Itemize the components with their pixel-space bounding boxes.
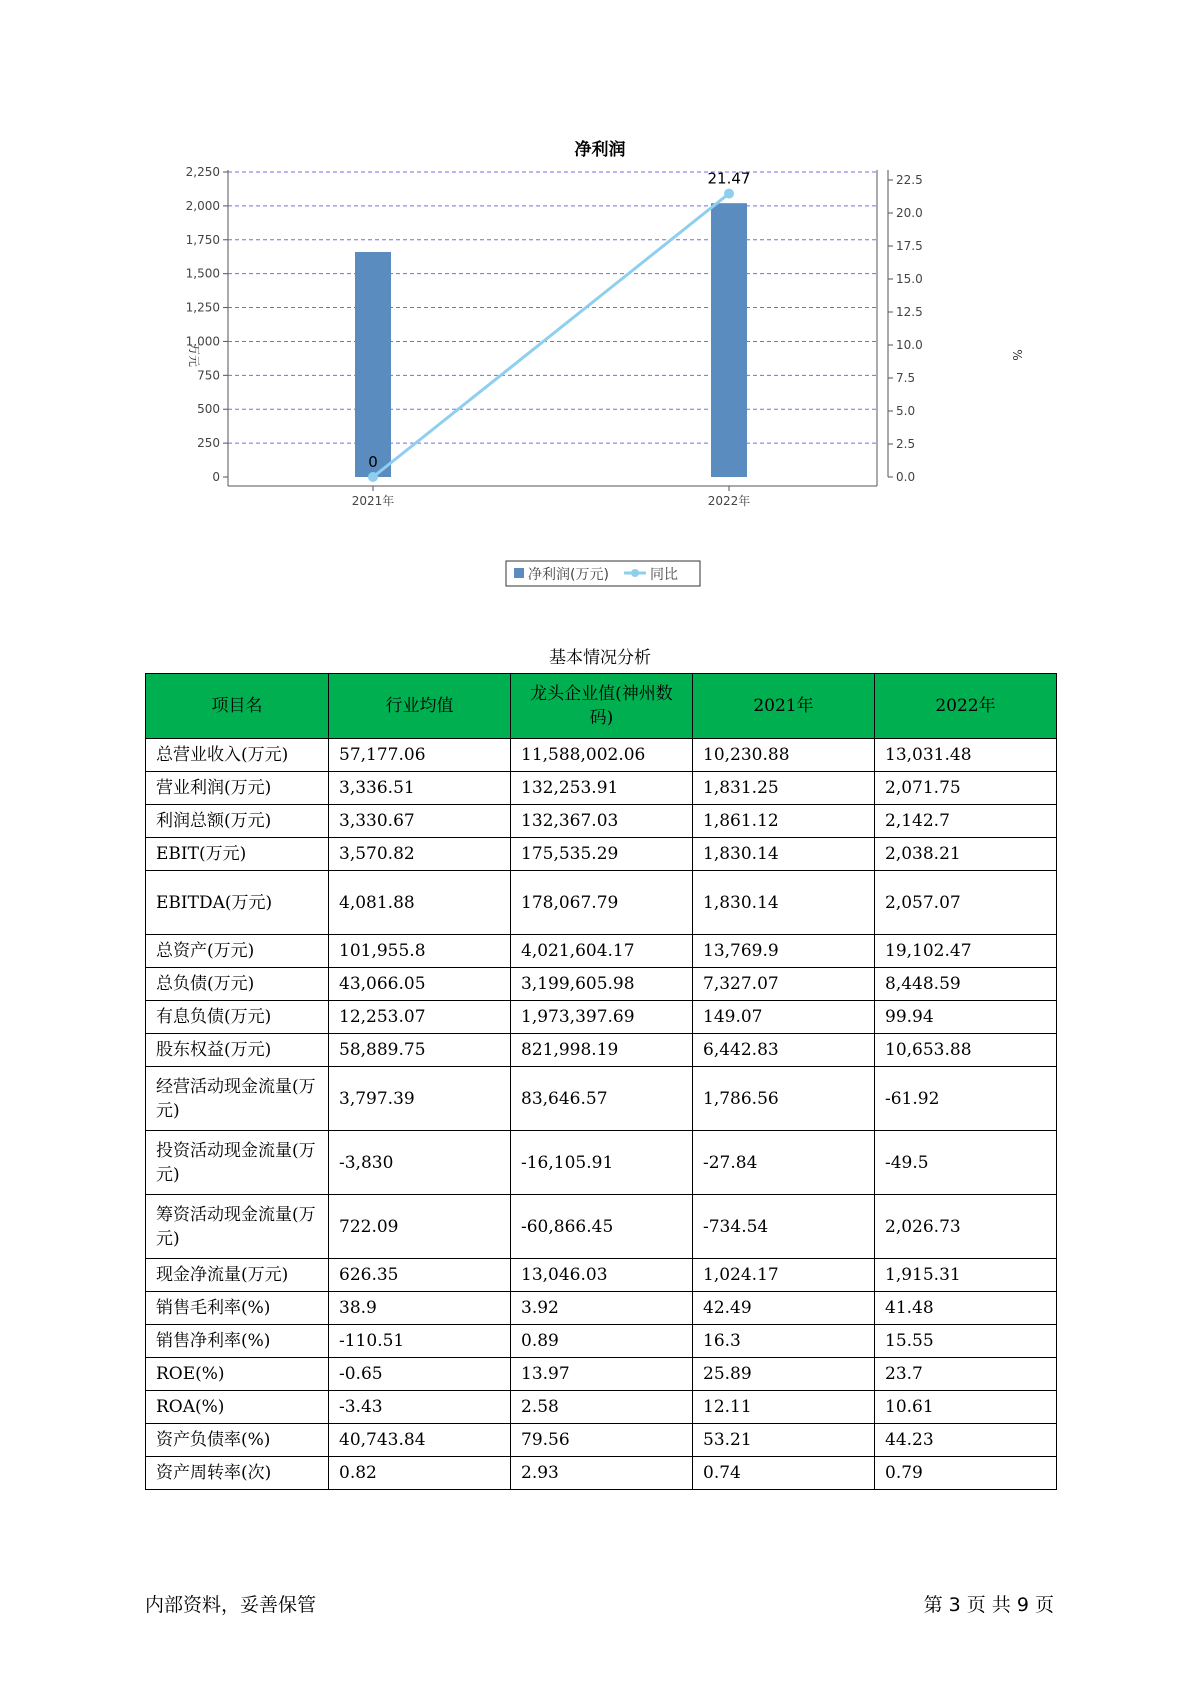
table-cell: 11,588,002.06: [511, 739, 693, 772]
table-cell: 3,336.51: [329, 772, 511, 805]
table-row: [146, 739, 1057, 772]
table-cell: 4,021,604.17: [511, 935, 693, 968]
row-label: 总资产(万元): [146, 935, 329, 968]
table-row: [146, 805, 1057, 838]
y2-axis-label: %: [1010, 349, 1024, 361]
y-axis-label: 万元: [187, 342, 201, 368]
table-cell: 1,861.12: [693, 805, 875, 838]
y2-tick-label: 17.5: [896, 239, 923, 253]
table-cell: -3.43: [329, 1391, 511, 1424]
table-cell: 3,570.82: [329, 838, 511, 871]
chart-title: 净利润: [574, 140, 626, 160]
footer-page-number: 第 3 页 共 9 页: [923, 1594, 1054, 1616]
table-cell: 0.79: [875, 1457, 1057, 1490]
bar-series: [355, 203, 747, 477]
table-cell: 57,177.06: [329, 739, 511, 772]
table-cell: 8,448.59: [875, 968, 1057, 1001]
table-cell: 1,786.56: [693, 1067, 875, 1131]
table-row: [146, 1067, 1057, 1131]
row-label: 投资活动现金流量(万元): [146, 1131, 329, 1195]
bar: [355, 252, 391, 477]
table-cell: 12.11: [693, 1391, 875, 1424]
table-cell: -110.51: [329, 1325, 511, 1358]
table-cell: 1,915.31: [875, 1259, 1057, 1292]
table-cell: 0.82: [329, 1457, 511, 1490]
table-cell: 2.93: [511, 1457, 693, 1490]
table-cell: 40,743.84: [329, 1424, 511, 1457]
table-cell: 6,442.83: [693, 1034, 875, 1067]
table-cell: 23.7: [875, 1358, 1057, 1391]
table-cell: 3.92: [511, 1292, 693, 1325]
y2-tick-label: 12.5: [896, 305, 923, 319]
table-cell: 2,142.7: [875, 805, 1057, 838]
table-cell: 1,831.25: [693, 772, 875, 805]
y2-tick-label: 5.0: [896, 404, 916, 418]
table-cell: 42.49: [693, 1292, 875, 1325]
table-cell: -60,866.45: [511, 1195, 693, 1259]
yoy-data-label: 0: [368, 453, 378, 471]
table-cell: 10,230.88: [693, 739, 875, 772]
table-cell: 13,031.48: [875, 739, 1057, 772]
chart-legend: [506, 561, 700, 586]
y-tick-label: 250: [197, 436, 220, 451]
table-row: [146, 1131, 1057, 1195]
row-label: 销售毛利率(%): [146, 1292, 329, 1325]
table-cell: 38.9: [329, 1292, 511, 1325]
table-cell: 53.21: [693, 1424, 875, 1457]
column-header: 2022年: [875, 674, 1057, 739]
row-label: 资产周转率(次): [146, 1457, 329, 1490]
table-cell: 101,955.8: [329, 935, 511, 968]
table-cell: -734.54: [693, 1195, 875, 1259]
table-header-row: [146, 674, 1057, 739]
y-axis-ticks: [186, 165, 228, 484]
table-row: [146, 968, 1057, 1001]
y-tick-label: 1,250: [185, 300, 220, 315]
table-cell: 2,057.07: [875, 871, 1057, 935]
table-cell: 12,253.07: [329, 1001, 511, 1034]
table-cell: 178,067.79: [511, 871, 693, 935]
y-tick-label: 500: [197, 402, 220, 417]
table-cell: 10,653.88: [875, 1034, 1057, 1067]
table-cell: 626.35: [329, 1259, 511, 1292]
table-cell: 10.61: [875, 1391, 1057, 1424]
table-row: [146, 1292, 1057, 1325]
y2-tick-label: 10.0: [896, 338, 923, 352]
table-cell: -3,830: [329, 1131, 511, 1195]
table-cell: 2,038.21: [875, 838, 1057, 871]
table-row: [146, 935, 1057, 968]
table-cell: 722.09: [329, 1195, 511, 1259]
row-label: ROE(%): [146, 1358, 329, 1391]
line-series: [368, 170, 750, 482]
legend-line-label: 同比: [650, 567, 678, 583]
table-cell: 13.97: [511, 1358, 693, 1391]
y2-axis-ticks: [888, 173, 923, 484]
table-cell: 149.07: [693, 1001, 875, 1034]
table-row: [146, 1457, 1057, 1490]
row-label: 总负债(万元): [146, 968, 329, 1001]
table-cell: 1,024.17: [693, 1259, 875, 1292]
table-row: [146, 1034, 1057, 1067]
y-tick-label: 1,500: [185, 266, 220, 281]
column-header: 2021年: [693, 674, 875, 739]
table-cell: 13,046.03: [511, 1259, 693, 1292]
yoy-data-label: 21.47: [707, 169, 751, 188]
row-label: ROA(%): [146, 1391, 329, 1424]
basic-analysis-table: [145, 673, 1057, 1490]
table-row: [146, 871, 1057, 935]
legend-bar-swatch: [514, 568, 524, 578]
table-row: [146, 1325, 1057, 1358]
row-label: EBIT(万元): [146, 838, 329, 871]
row-label: 有息负债(万元): [146, 1001, 329, 1034]
table-cell: 3,330.67: [329, 805, 511, 838]
table-row: [146, 1391, 1057, 1424]
table-cell: 3,199,605.98: [511, 968, 693, 1001]
table-cell: 15.55: [875, 1325, 1057, 1358]
table-cell: 1,973,397.69: [511, 1001, 693, 1034]
table-cell: -61.92: [875, 1067, 1057, 1131]
table-cell: 4,081.88: [329, 871, 511, 935]
y2-tick-label: 7.5: [896, 371, 916, 385]
table-cell: 1,830.14: [693, 838, 875, 871]
row-label: 营业利润(万元): [146, 772, 329, 805]
y-tick-label: 1,000: [185, 334, 220, 349]
table-cell: 13,769.9: [693, 935, 875, 968]
table-row: [146, 1358, 1057, 1391]
row-label: 销售净利率(%): [146, 1325, 329, 1358]
y-tick-label: 2,250: [185, 165, 220, 179]
column-header: 龙头企业值(神州数码): [511, 674, 693, 739]
table-cell: 79.56: [511, 1424, 693, 1457]
column-header: 行业均值: [329, 674, 511, 739]
table-cell: 58,889.75: [329, 1034, 511, 1067]
row-label: 筹资活动现金流量(万元): [146, 1195, 329, 1259]
y-tick-label: 1,750: [185, 232, 220, 247]
table-cell: 3,797.39: [329, 1067, 511, 1131]
x-tick-label: 2022年: [707, 494, 751, 508]
table-cell: 43,066.05: [329, 968, 511, 1001]
footer-confidential-note: 内部资料，妥善保管: [145, 1594, 317, 1616]
table-cell: -16,105.91: [511, 1131, 693, 1195]
table-row: [146, 772, 1057, 805]
y2-tick-label: 15.0: [896, 272, 923, 286]
table-cell: 2,071.75: [875, 772, 1057, 805]
table-cell: 2,026.73: [875, 1195, 1057, 1259]
table-row: [146, 838, 1057, 871]
y-tick-label: 0: [212, 470, 220, 484]
row-label: 经营活动现金流量(万元): [146, 1067, 329, 1131]
legend-bar-label: 净利润(万元): [528, 567, 609, 583]
table-cell: 0.74: [693, 1457, 875, 1490]
table-cell: 132,253.91: [511, 772, 693, 805]
table-cell: 99.94: [875, 1001, 1057, 1034]
table-cell: 7,327.07: [693, 968, 875, 1001]
column-header: 项目名: [146, 674, 329, 739]
table-row: [146, 1259, 1057, 1292]
yoy-point: [724, 189, 734, 199]
table-body: [146, 739, 1057, 1490]
yoy-line: [373, 194, 729, 477]
y2-tick-label: 22.5: [896, 173, 923, 187]
table-cell: 44.23: [875, 1424, 1057, 1457]
table-cell: 175,535.29: [511, 838, 693, 871]
row-label: 总营业收入(万元): [146, 739, 329, 772]
y2-tick-label: 2.5: [896, 437, 916, 451]
table-cell: 132,367.03: [511, 805, 693, 838]
table-row: [146, 1195, 1057, 1259]
row-label: 股东权益(万元): [146, 1034, 329, 1067]
table-caption: 基本情况分析: [549, 648, 651, 668]
legend-line-marker: [631, 569, 639, 577]
table-cell: 0.89: [511, 1325, 693, 1358]
table-cell: 16.3: [693, 1325, 875, 1358]
table-row: [146, 1001, 1057, 1034]
row-label: 现金净流量(万元): [146, 1259, 329, 1292]
table-cell: 41.48: [875, 1292, 1057, 1325]
y2-tick-label: 20.0: [896, 206, 923, 220]
y-tick-label: 2,000: [185, 198, 220, 213]
table-cell: -0.65: [329, 1358, 511, 1391]
y-tick-label: 750: [197, 368, 220, 383]
row-label: 利润总额(万元): [146, 805, 329, 838]
table-cell: 25.89: [693, 1358, 875, 1391]
yoy-point: [368, 472, 378, 482]
table-cell: 2.58: [511, 1391, 693, 1424]
row-label: EBITDA(万元): [146, 871, 329, 935]
table-cell: 1,830.14: [693, 871, 875, 935]
x-axis-ticks: [352, 486, 751, 508]
table-cell: 83,646.57: [511, 1067, 693, 1131]
table-cell: 19,102.47: [875, 935, 1057, 968]
row-label: 资产负债率(%): [146, 1424, 329, 1457]
bar: [711, 203, 747, 477]
table-cell: 821,998.19: [511, 1034, 693, 1067]
x-tick-label: 2021年: [351, 494, 395, 508]
table-cell: -27.84: [693, 1131, 875, 1195]
net-profit-chart: [150, 120, 1050, 610]
table-row: [146, 1424, 1057, 1457]
y2-tick-label: 0.0: [896, 470, 916, 484]
table-cell: -49.5: [875, 1131, 1057, 1195]
